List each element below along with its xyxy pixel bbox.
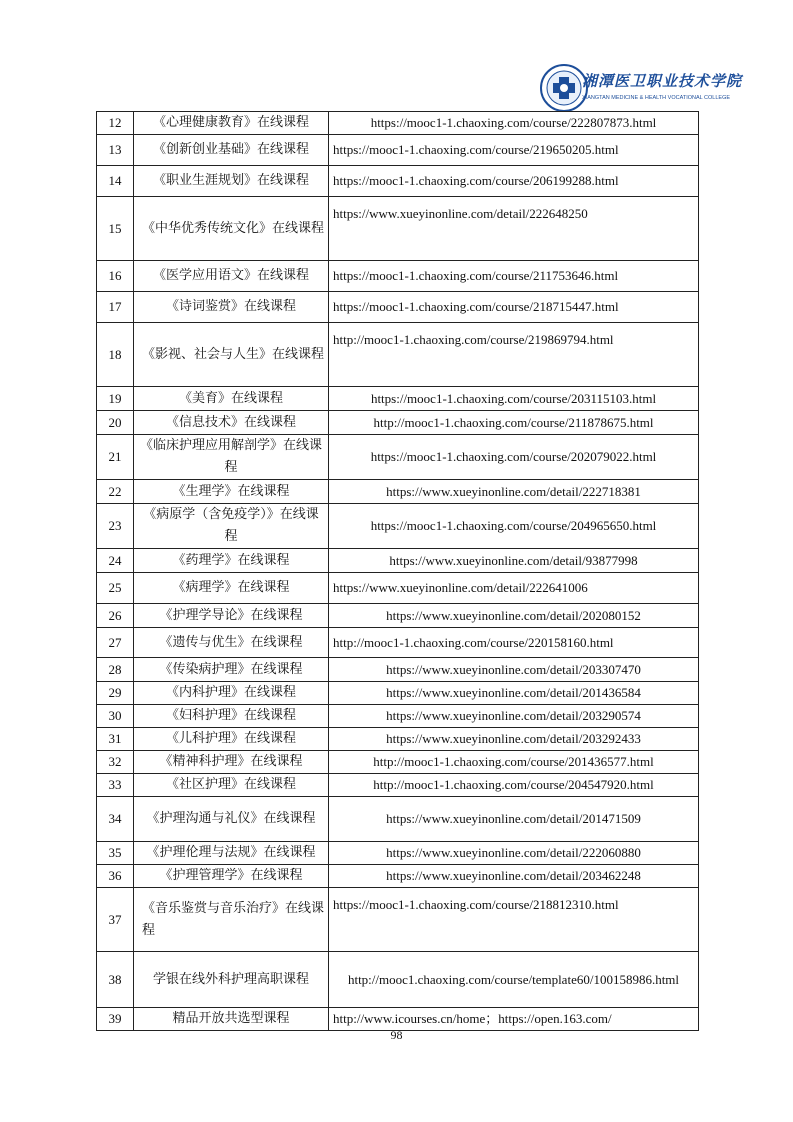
table-row bbox=[97, 658, 699, 682]
table-row bbox=[97, 435, 699, 480]
row-number: 37 bbox=[97, 888, 134, 952]
course-url[interactable]: https://www.xueyinonline.com/detail/93877998 bbox=[329, 549, 699, 573]
course-url[interactable]: https://www.xueyinonline.com/detail/203307470 bbox=[329, 658, 699, 682]
course-name: 《护理管理学》在线课程 bbox=[134, 865, 329, 888]
course-name: 《遗传与优生》在线课程 bbox=[134, 628, 329, 658]
row-number: 18 bbox=[97, 323, 134, 387]
course-url[interactable]: http://mooc1-1.chaoxing.com/course/211878675.html bbox=[329, 411, 699, 435]
row-number: 14 bbox=[97, 166, 134, 197]
table-row bbox=[97, 573, 699, 604]
course-url[interactable]: http://mooc1-1.chaoxing.com/course/220158160.html bbox=[329, 628, 699, 658]
row-number: 27 bbox=[97, 628, 134, 658]
row-number: 39 bbox=[97, 1008, 134, 1031]
table-row bbox=[97, 797, 699, 842]
course-name: 《内科护理》在线课程 bbox=[134, 682, 329, 705]
course-url[interactable]: https://www.xueyinonline.com/detail/222648250 bbox=[329, 197, 699, 261]
row-number: 12 bbox=[97, 112, 134, 135]
course-url[interactable]: https://www.xueyinonline.com/detail/222060880 bbox=[329, 842, 699, 865]
course-name: 《传染病护理》在线课程 bbox=[134, 658, 329, 682]
course-name: 《病原学（含免疫学）》在线课程 bbox=[134, 504, 329, 549]
table-row bbox=[97, 480, 699, 504]
table-row bbox=[97, 292, 699, 323]
row-number: 35 bbox=[97, 842, 134, 865]
course-name: 《心理健康教育》在线课程 bbox=[134, 112, 329, 135]
course-url[interactable]: https://mooc1-1.chaoxing.com/course/211753646.html bbox=[329, 261, 699, 292]
course-name: 《护理学导论》在线课程 bbox=[134, 604, 329, 628]
row-number: 22 bbox=[97, 480, 134, 504]
course-name: 《诗词鉴赏》在线课程 bbox=[134, 292, 329, 323]
course-url[interactable]: https://www.xueyinonline.com/detail/203462248 bbox=[329, 865, 699, 888]
table-row bbox=[97, 628, 699, 658]
course-url[interactable]: http://mooc1-1.chaoxing.com/course/204547920.html bbox=[329, 774, 699, 797]
table-row bbox=[97, 705, 699, 728]
course-url[interactable]: http://mooc1-1.chaoxing.com/course/219869794.html bbox=[329, 323, 699, 387]
table-row bbox=[97, 549, 699, 573]
row-number: 24 bbox=[97, 549, 134, 573]
college-name bbox=[582, 70, 743, 101]
college-name-cn: 湘潭医卫职业技术学院 bbox=[582, 72, 743, 90]
table-row bbox=[97, 682, 699, 705]
course-url[interactable]: https://www.xueyinonline.com/detail/201471509 bbox=[329, 797, 699, 842]
course-name: 《临床护理应用解剖学》在线课程 bbox=[134, 435, 329, 480]
row-number: 29 bbox=[97, 682, 134, 705]
row-number: 33 bbox=[97, 774, 134, 797]
course-name: 《美育》在线课程 bbox=[134, 387, 329, 411]
course-name: 《药理学》在线课程 bbox=[134, 549, 329, 573]
row-number: 15 bbox=[97, 197, 134, 261]
course-url[interactable]: https://www.xueyinonline.com/detail/203292433 bbox=[329, 728, 699, 751]
table-row bbox=[97, 751, 699, 774]
course-url[interactable]: https://mooc1-1.chaoxing.com/course/203115103.html bbox=[329, 387, 699, 411]
table-row bbox=[97, 323, 699, 387]
online-course-table bbox=[96, 111, 699, 1031]
table-row bbox=[97, 504, 699, 549]
table-row bbox=[97, 728, 699, 751]
course-name: 《生理学》在线课程 bbox=[134, 480, 329, 504]
table-row bbox=[97, 387, 699, 411]
table-row bbox=[97, 166, 699, 197]
row-number: 30 bbox=[97, 705, 134, 728]
course-name: 精品开放共选型课程 bbox=[134, 1008, 329, 1031]
row-number: 31 bbox=[97, 728, 134, 751]
course-name: 《医学应用语文》在线课程 bbox=[134, 261, 329, 292]
course-name: 《影视、社会与人生》在线课程 bbox=[134, 323, 329, 387]
row-number: 36 bbox=[97, 865, 134, 888]
table-row bbox=[97, 261, 699, 292]
course-name: 《信息技术》在线课程 bbox=[134, 411, 329, 435]
course-url[interactable]: https://www.xueyinonline.com/detail/201436584 bbox=[329, 682, 699, 705]
course-url[interactable]: https://mooc1-1.chaoxing.com/course/219650205.html bbox=[329, 135, 699, 166]
row-number: 21 bbox=[97, 435, 134, 480]
course-url[interactable]: https://mooc1-1.chaoxing.com/course/206199288.html bbox=[329, 166, 699, 197]
course-url[interactable]: http://www.icourses.cn/home；https://open.163.com/ bbox=[329, 1008, 699, 1031]
row-number: 38 bbox=[97, 952, 134, 1008]
table-row bbox=[97, 604, 699, 628]
table-row bbox=[97, 411, 699, 435]
college-name-en: XIANGTAN MEDICINE & HEALTH VOCATIONAL COLLEGE bbox=[582, 95, 731, 101]
course-url[interactable]: https://www.xueyinonline.com/detail/203290574 bbox=[329, 705, 699, 728]
course-name: 《病理学》在线课程 bbox=[134, 573, 329, 604]
course-url[interactable]: https://mooc1-1.chaoxing.com/course/204965650.html bbox=[329, 504, 699, 549]
row-number: 32 bbox=[97, 751, 134, 774]
table-row bbox=[97, 842, 699, 865]
table-row bbox=[97, 112, 699, 135]
course-url[interactable]: http://mooc1-1.chaoxing.com/course/201436577.html bbox=[329, 751, 699, 774]
course-name: 《护理沟通与礼仪》在线课程 bbox=[134, 797, 329, 842]
row-number: 23 bbox=[97, 504, 134, 549]
page-number: 98 bbox=[390, 1028, 403, 1042]
course-name: 《中华优秀传统文化》在线课程 bbox=[134, 197, 329, 261]
course-url[interactable]: https://mooc1-1.chaoxing.com/course/218715447.html bbox=[329, 292, 699, 323]
row-number: 19 bbox=[97, 387, 134, 411]
row-number: 16 bbox=[97, 261, 134, 292]
course-name: 《精神科护理》在线课程 bbox=[134, 751, 329, 774]
table-row bbox=[97, 865, 699, 888]
course-name: 《创新创业基础》在线课程 bbox=[134, 135, 329, 166]
row-number: 17 bbox=[97, 292, 134, 323]
row-number: 26 bbox=[97, 604, 134, 628]
course-url[interactable]: https://mooc1-1.chaoxing.com/course/222807873.html bbox=[329, 112, 699, 135]
course-url[interactable]: https://www.xueyinonline.com/detail/222641006 bbox=[329, 573, 699, 604]
course-name: 《儿科护理》在线课程 bbox=[134, 728, 329, 751]
row-number: 13 bbox=[97, 135, 134, 166]
course-url[interactable]: https://www.xueyinonline.com/detail/222718381 bbox=[329, 480, 699, 504]
row-number: 25 bbox=[97, 573, 134, 604]
course-name: 《音乐鉴赏与音乐治疗》在线课程 bbox=[134, 888, 329, 952]
row-number: 20 bbox=[97, 411, 134, 435]
table-row bbox=[97, 952, 699, 1008]
table-row bbox=[97, 888, 699, 952]
course-name: 《妇科护理》在线课程 bbox=[134, 705, 329, 728]
row-number: 28 bbox=[97, 658, 134, 682]
row-number: 34 bbox=[97, 797, 134, 842]
course-name: 《职业生涯规划》在线课程 bbox=[134, 166, 329, 197]
table-row bbox=[97, 135, 699, 166]
table-row bbox=[97, 197, 699, 261]
course-url[interactable]: http://mooc1.chaoxing.com/course/template60/100158986.html bbox=[329, 952, 699, 1008]
course-name: 《社区护理》在线课程 bbox=[134, 774, 329, 797]
course-url[interactable]: https://www.xueyinonline.com/detail/202080152 bbox=[329, 604, 699, 628]
table-row bbox=[97, 774, 699, 797]
course-url[interactable]: https://mooc1-1.chaoxing.com/course/218812310.html bbox=[329, 888, 699, 952]
course-name: 《护理伦理与法规》在线课程 bbox=[134, 842, 329, 865]
course-name: 学银在线外科护理高职课程 bbox=[134, 952, 329, 1008]
course-url[interactable]: https://mooc1-1.chaoxing.com/course/202079022.html bbox=[329, 435, 699, 480]
